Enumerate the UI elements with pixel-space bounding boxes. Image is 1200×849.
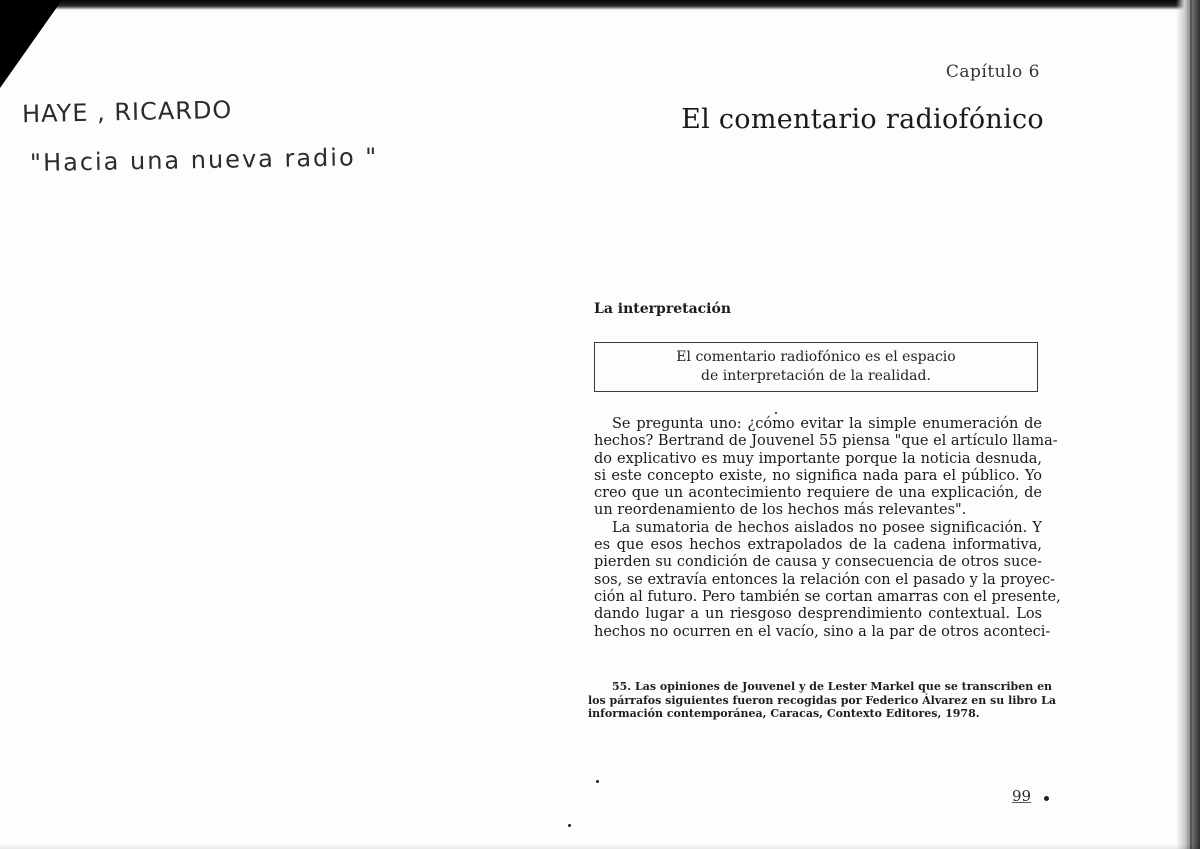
body-line: creo que un acontecimiento requiere de una explicación, de xyxy=(594,485,1042,502)
footnote xyxy=(588,680,1056,721)
handwritten-book-title: "Hacia una nueva radio " xyxy=(29,142,379,178)
body-line: si este concepto existe, no significa nada para el público. Yo xyxy=(594,467,1042,484)
highlight-quote-box xyxy=(594,342,1038,392)
body-line: do explicativo es muy importante porque la noticia desnuda, xyxy=(594,450,1042,467)
body-line: es que esos hechos extrapolados de la cadena informativa, xyxy=(594,537,1042,554)
scan-speck xyxy=(1044,796,1049,801)
scan-speck xyxy=(568,824,571,827)
footnote-line: los párrafos siguientes fueron recogidas por Federico Álvarez en su libro La xyxy=(588,693,1056,707)
scan-speck xyxy=(775,412,777,414)
body-line: hechos? Bertrand de Jouvenel 55 piensa "que el artículo llama- xyxy=(594,433,1058,450)
quote-line: de interpretación de la realidad. xyxy=(701,368,931,384)
body-line: hechos no ocurren en el vacío, sino a la par de otros aconteci- xyxy=(594,623,1051,640)
page-number: 99 xyxy=(1012,787,1032,805)
body-line: pierden su condición de causa y consecuencia de otros suce- xyxy=(594,554,1042,571)
body-line: sos, se extravía entonces la relación con el pasado y la proyec- xyxy=(594,571,1056,588)
scan-top-edge xyxy=(40,0,1200,10)
scan-right-edge xyxy=(1176,0,1200,849)
section-heading: La interpretación xyxy=(594,301,732,317)
body-line: ción al futuro. Pero también se cortan amarras con el presente, xyxy=(594,588,1061,605)
scan-corner-shadow xyxy=(0,0,62,88)
body-paragraphs xyxy=(594,416,1061,641)
scan-speck xyxy=(596,780,599,783)
footnote-line: información contemporánea, Caracas, Contexto Editores, 1978. xyxy=(588,707,980,720)
chapter-label: Capítulo 6 xyxy=(945,62,1040,82)
body-line: dando lugar a un riesgoso desprendimiento contextual. Los xyxy=(594,606,1042,623)
scan-right-line xyxy=(1190,0,1192,849)
chapter-title: El comentario radiofónico xyxy=(681,104,1044,135)
footnote-line: 55. Las opiniones de Jouvenel y de Lester Markel que se transcriben en xyxy=(612,680,1053,693)
handwritten-author: HAYE , RICARDO xyxy=(21,95,233,129)
scan-bottom-shadow xyxy=(0,844,1200,849)
body-line: Se pregunta uno: ¿cómo evitar la simple enumeración de xyxy=(612,416,1042,432)
body-line: un reordenamiento de los hechos más relevantes". xyxy=(594,502,967,519)
body-line: La sumatoria de hechos aislados no posee significación. Y xyxy=(612,519,1042,536)
quote-line: El comentario radiofónico es el espacio xyxy=(676,349,956,365)
